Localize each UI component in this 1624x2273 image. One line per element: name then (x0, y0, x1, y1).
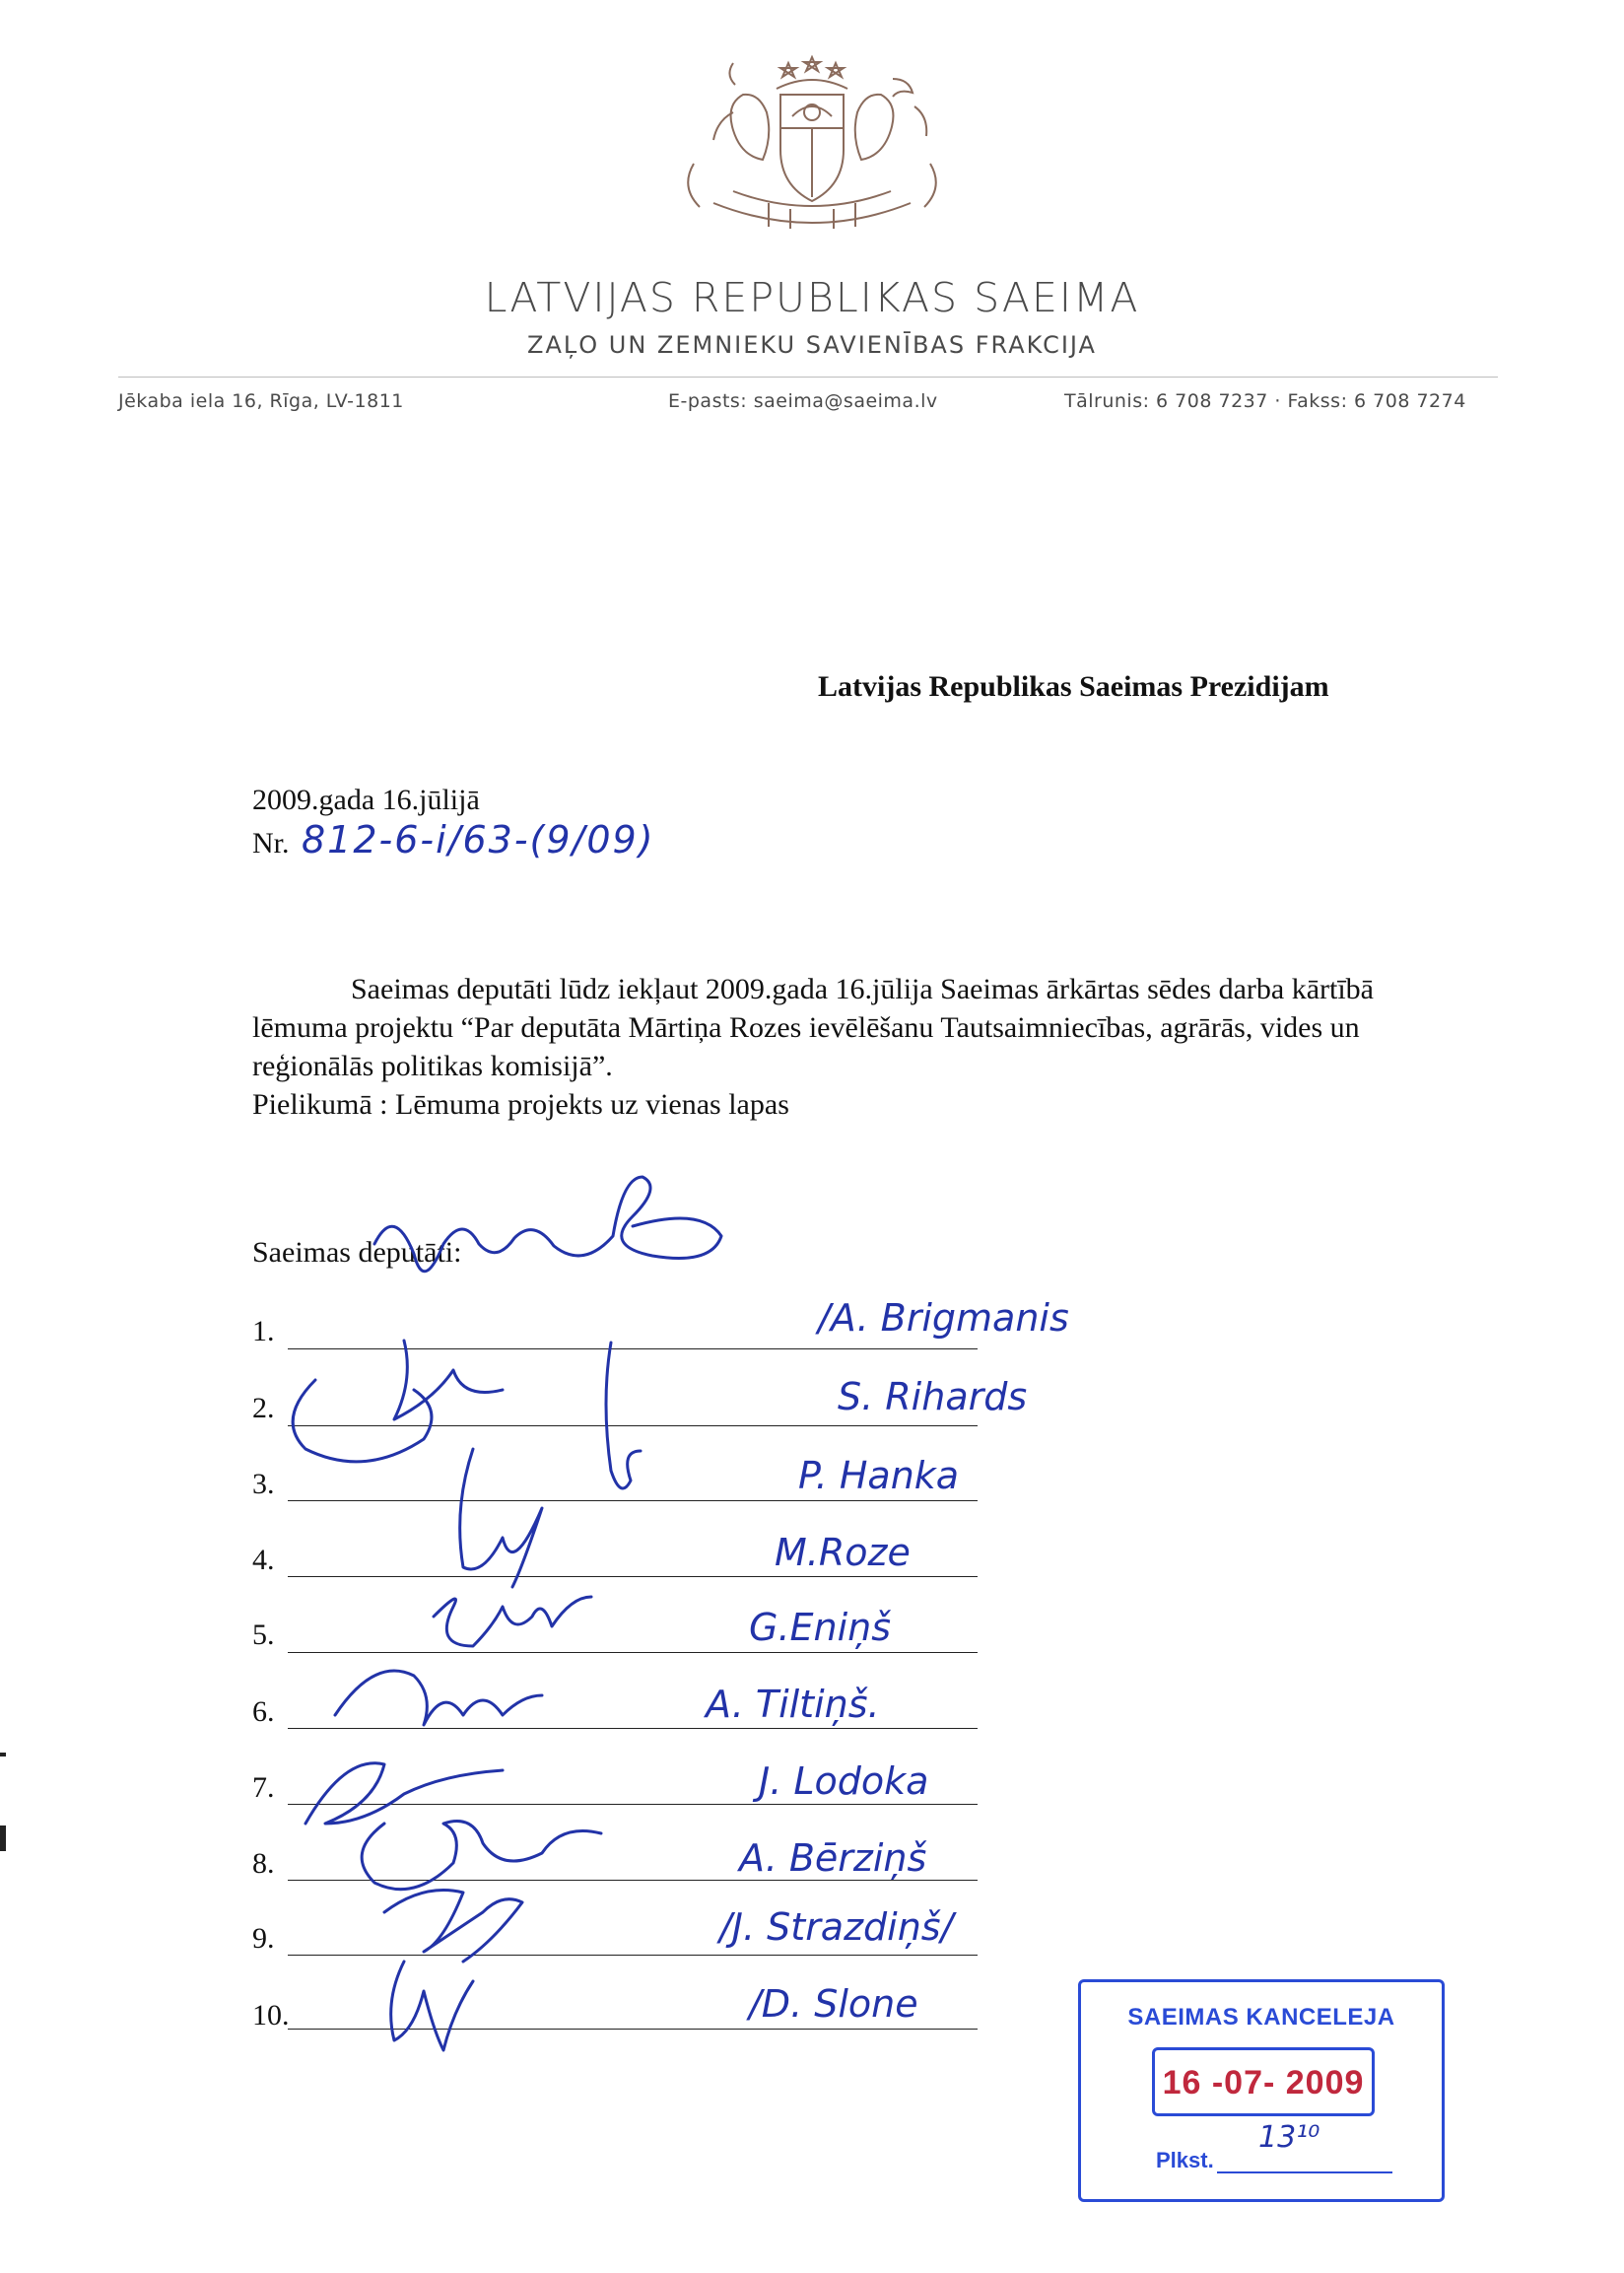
scan-edge-mark (0, 1825, 6, 1851)
letterhead-divider (118, 377, 1498, 378)
signature-line (288, 2029, 978, 2030)
printed-name: P. Hanka (798, 1454, 960, 1497)
attachment-note: Pielikumā : Lēmuma projekts uz vienas lapas (252, 1088, 789, 1121)
signature-scribble (305, 1763, 503, 1824)
signature-row-number: 1. (252, 1315, 275, 1347)
signature-row-number: 8. (252, 1847, 275, 1880)
stamp-time-line (1217, 2171, 1392, 2173)
organization-name: LATVIJAS REPUBLIKAS SAEIMA (484, 274, 1140, 321)
stamp-date-box (1152, 2047, 1375, 2116)
stamp-date: 16 -07- 2009 (1162, 2064, 1365, 2101)
signature-line (288, 1425, 978, 1426)
signature-row-number: 4. (252, 1544, 275, 1576)
printed-name: J. Lodoka (759, 1759, 929, 1803)
signature-scribble (391, 1962, 473, 2050)
stamp-time-value: 13¹⁰ (1258, 2120, 1320, 2155)
signature-row-number: 9. (252, 1922, 275, 1955)
signature-scribble (335, 1671, 542, 1725)
signature-line (288, 1652, 978, 1653)
document-date: 2009.gada 16.jūlijā (252, 784, 480, 816)
signature-line (288, 1955, 978, 1956)
printed-name: A. Tiltiņš. (706, 1683, 880, 1726)
contact-phone-fax: Tālrunis: 6 708 7237 · Fakss: 6 708 7274 (1064, 390, 1466, 412)
document-number-handwritten: 812-6-i/63-(9/09) (302, 818, 655, 861)
signature-row-number: 10. (252, 1999, 290, 2032)
signature-row-number: 6. (252, 1695, 275, 1728)
signature-scribble (434, 1597, 591, 1646)
stamp-title: SAEIMAS KANCELEJA (1127, 2004, 1395, 2031)
printed-name: /D. Slone (749, 1982, 918, 2026)
letter-body (252, 970, 1445, 1124)
signature-line (288, 1804, 978, 1805)
printed-name: M.Roze (775, 1531, 911, 1574)
contact-email: E-pasts: saeima@saeima.lv (668, 390, 938, 412)
signature-line (288, 1880, 978, 1881)
signature-row-number: 3. (252, 1468, 275, 1500)
signature-row-number: 5. (252, 1619, 275, 1651)
contact-address: Jēkaba iela 16, Rīga, LV-1811 (118, 390, 404, 412)
body-paragraph: Saeimas deputāti lūdz iekļaut 2009.gada 16.jūlija Saeimas ārkārtas sēdes darba kārtībā lēmuma projektu “Par deputāta Mārtiņa Rozes ievēlēšanu Tautsaimniecības, agrārās, vides un reģionālās politikas komisijā”. (252, 973, 1374, 1082)
coat-of-arms-icon (674, 55, 950, 233)
signature-row-number: 2. (252, 1392, 275, 1424)
printed-name: /J. Strazdiņš/ (719, 1905, 954, 1949)
signatures-heading: Saeimas deputāti: (252, 1236, 462, 1269)
signature-line (288, 1500, 978, 1501)
scan-edge-mark (0, 1753, 6, 1756)
printed-name: G.Eniņš (749, 1606, 892, 1649)
signature-line (288, 1348, 978, 1349)
signature-scribble (293, 1341, 503, 1462)
signature-row-number: 7. (252, 1771, 275, 1804)
signature-scribble (606, 1343, 641, 1488)
printed-name: /A. Brigmanis (818, 1296, 1069, 1340)
office-stamp (1078, 1979, 1445, 2202)
stamp-time-label: Plkst. (1156, 2148, 1214, 2172)
document-number-label: Nr. (252, 827, 290, 860)
recipient: Latvijas Republikas Saeimas Prezidijam (818, 670, 1329, 703)
printed-name: A. Bērziņš (739, 1836, 927, 1880)
printed-name: S. Rihards (838, 1375, 1028, 1418)
signature-line (288, 1728, 978, 1729)
signature-scribble (384, 1891, 522, 1963)
signature-scribble (460, 1449, 542, 1587)
faction-name: ZAĻO UN ZEMNIEKU SAVIENĪBAS FRAKCIJA (527, 331, 1097, 359)
signature-line (288, 1576, 978, 1577)
